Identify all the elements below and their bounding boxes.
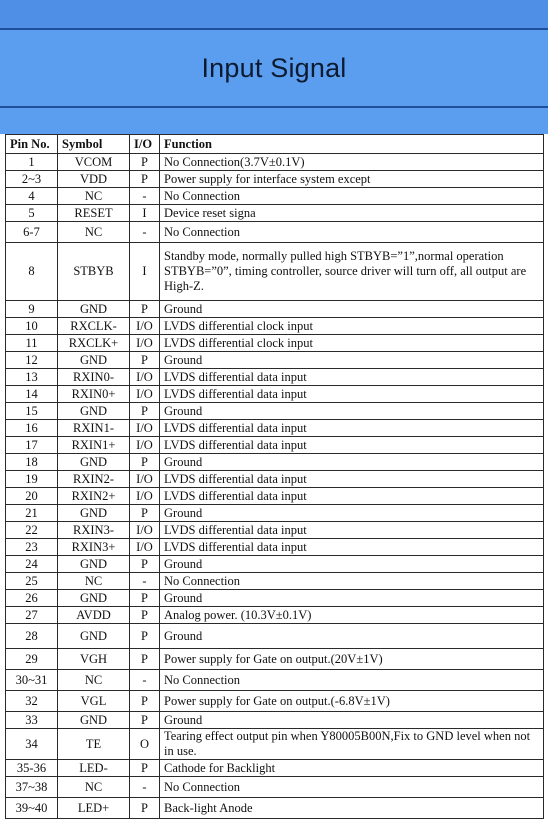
column-header-pin: Pin No. — [6, 135, 58, 154]
cell-io: P — [130, 352, 160, 369]
cell-io: - — [130, 188, 160, 205]
cell-function: Ground — [160, 712, 544, 729]
cell-function: No Connection — [160, 670, 544, 691]
cell-pin: 17 — [6, 437, 58, 454]
cell-pin: 10 — [6, 318, 58, 335]
table-row — [6, 624, 544, 649]
cell-pin: 5 — [6, 205, 58, 222]
cell-io: P — [130, 556, 160, 573]
cell-pin: 15 — [6, 403, 58, 420]
cell-function: Standby mode, normally pulled high STBYB=”1”,normal operation STBYB=”0”, timing controller, source driver will turn off, all output are High-Z. — [160, 243, 544, 301]
table-row — [6, 222, 544, 243]
cell-io: P — [130, 624, 160, 649]
table-row — [6, 386, 544, 403]
cell-symbol: GND — [58, 590, 130, 607]
table-row — [6, 712, 544, 729]
cell-symbol: NC — [58, 188, 130, 205]
table-header-row — [6, 135, 544, 154]
column-header-io: I/O — [130, 135, 160, 154]
cell-symbol: TE — [58, 729, 130, 760]
cell-pin: 21 — [6, 505, 58, 522]
cell-io: P — [130, 171, 160, 188]
table-row — [6, 335, 544, 352]
pin-table-container — [5, 134, 543, 819]
cell-pin: 39~40 — [6, 798, 58, 819]
cell-function: No Connection — [160, 573, 544, 590]
cell-function: Tearing effect output pin when Y80005B00N,Fix to GND level when not in use. — [160, 729, 544, 760]
table-row — [6, 205, 544, 222]
cell-symbol: GND — [58, 505, 130, 522]
cell-symbol: NC — [58, 777, 130, 798]
cell-symbol: GND — [58, 624, 130, 649]
cell-function: LVDS differential data input — [160, 471, 544, 488]
cell-function: LVDS differential data input — [160, 369, 544, 386]
cell-symbol: GND — [58, 352, 130, 369]
cell-function: Back-light Anode — [160, 798, 544, 819]
cell-symbol: VGH — [58, 649, 130, 670]
table-body — [6, 154, 544, 819]
cell-pin: 25 — [6, 573, 58, 590]
cell-symbol: LED- — [58, 760, 130, 777]
cell-io: I/O — [130, 471, 160, 488]
table-row — [6, 729, 544, 760]
cell-io: I — [130, 205, 160, 222]
cell-io: I/O — [130, 335, 160, 352]
cell-function: LVDS differential data input — [160, 488, 544, 505]
cell-pin: 9 — [6, 301, 58, 318]
cell-function: Ground — [160, 590, 544, 607]
cell-function: Ground — [160, 301, 544, 318]
cell-symbol: GND — [58, 301, 130, 318]
page-title: Input Signal — [201, 52, 347, 83]
table-row — [6, 318, 544, 335]
cell-io: I — [130, 243, 160, 301]
cell-symbol: RXIN0- — [58, 369, 130, 386]
table-row — [6, 798, 544, 819]
cell-function: Power supply for interface system except — [160, 171, 544, 188]
cell-function: Ground — [160, 505, 544, 522]
cell-pin: 2~3 — [6, 171, 58, 188]
cell-pin: 35-36 — [6, 760, 58, 777]
cell-function: LVDS differential data input — [160, 420, 544, 437]
cell-io: P — [130, 454, 160, 471]
cell-function: LVDS differential clock input — [160, 335, 544, 352]
cell-symbol: GND — [58, 556, 130, 573]
cell-pin: 29 — [6, 649, 58, 670]
table-row — [6, 188, 544, 205]
cell-io: O — [130, 729, 160, 760]
cell-io: P — [130, 505, 160, 522]
cell-io: - — [130, 573, 160, 590]
cell-symbol: GND — [58, 454, 130, 471]
cell-function: Ground — [160, 556, 544, 573]
column-header-function: Function — [160, 135, 544, 154]
cell-function: Cathode for Backlight — [160, 760, 544, 777]
cell-symbol: RXIN3- — [58, 522, 130, 539]
table-row — [6, 539, 544, 556]
table-row — [6, 649, 544, 670]
cell-symbol: VDD — [58, 171, 130, 188]
cell-pin: 11 — [6, 335, 58, 352]
table-row — [6, 590, 544, 607]
cell-symbol: RXIN0+ — [58, 386, 130, 403]
cell-io: P — [130, 691, 160, 712]
cell-pin: 16 — [6, 420, 58, 437]
cell-io: I/O — [130, 522, 160, 539]
table-row — [6, 777, 544, 798]
table-row — [6, 352, 544, 369]
cell-io: - — [130, 222, 160, 243]
cell-io: I/O — [130, 488, 160, 505]
cell-io: P — [130, 712, 160, 729]
table-row — [6, 171, 544, 188]
cell-pin: 20 — [6, 488, 58, 505]
table-row — [6, 420, 544, 437]
table-row — [6, 403, 544, 420]
table-row — [6, 573, 544, 590]
cell-symbol: AVDD — [58, 607, 130, 624]
cell-function: Ground — [160, 403, 544, 420]
cell-symbol: VCOM — [58, 154, 130, 171]
cell-symbol: LED+ — [58, 798, 130, 819]
cell-function: No Connection — [160, 222, 544, 243]
cell-io: P — [130, 607, 160, 624]
table-row — [6, 454, 544, 471]
cell-symbol: RXCLK+ — [58, 335, 130, 352]
cell-io: I/O — [130, 437, 160, 454]
cell-symbol: NC — [58, 573, 130, 590]
cell-pin: 19 — [6, 471, 58, 488]
cell-pin: 37~38 — [6, 777, 58, 798]
cell-pin: 4 — [6, 188, 58, 205]
cell-symbol: RESET — [58, 205, 130, 222]
cell-function: LVDS differential data input — [160, 522, 544, 539]
cell-pin: 33 — [6, 712, 58, 729]
cell-function: No Connection(3.7V±0.1V) — [160, 154, 544, 171]
cell-pin: 27 — [6, 607, 58, 624]
table-row — [6, 670, 544, 691]
cell-io: P — [130, 154, 160, 171]
cell-pin: 13 — [6, 369, 58, 386]
cell-symbol: STBYB — [58, 243, 130, 301]
cell-pin: 23 — [6, 539, 58, 556]
cell-function: No Connection — [160, 188, 544, 205]
cell-io: P — [130, 760, 160, 777]
cell-symbol: RXIN2+ — [58, 488, 130, 505]
table-row — [6, 437, 544, 454]
cell-function: Ground — [160, 454, 544, 471]
table-row — [6, 522, 544, 539]
cell-io: P — [130, 301, 160, 318]
cell-function: Analog power. (10.3V±0.1V) — [160, 607, 544, 624]
cell-pin: 26 — [6, 590, 58, 607]
cell-io: - — [130, 670, 160, 691]
column-header-symbol: Symbol — [58, 135, 130, 154]
cell-pin: 24 — [6, 556, 58, 573]
cell-function: LVDS differential data input — [160, 437, 544, 454]
table-row — [6, 607, 544, 624]
cell-pin: 14 — [6, 386, 58, 403]
cell-pin: 30~31 — [6, 670, 58, 691]
table-row — [6, 243, 544, 301]
cell-symbol: VGL — [58, 691, 130, 712]
cell-pin: 22 — [6, 522, 58, 539]
cell-io: I/O — [130, 420, 160, 437]
cell-pin: 32 — [6, 691, 58, 712]
table-row — [6, 301, 544, 318]
cell-function: Ground — [160, 352, 544, 369]
table-row — [6, 471, 544, 488]
cell-function: Power supply for Gate on output.(20V±1V) — [160, 649, 544, 670]
cell-io: P — [130, 403, 160, 420]
table-row — [6, 488, 544, 505]
cell-symbol: RXIN1+ — [58, 437, 130, 454]
table-row — [6, 691, 544, 712]
cell-function: LVDS differential data input — [160, 539, 544, 556]
cell-io: I/O — [130, 369, 160, 386]
cell-pin: 28 — [6, 624, 58, 649]
cell-io: I/O — [130, 386, 160, 403]
page-header — [0, 28, 548, 108]
cell-pin: 1 — [6, 154, 58, 171]
table-row — [6, 369, 544, 386]
cell-io: I/O — [130, 539, 160, 556]
cell-pin: 6-7 — [6, 222, 58, 243]
cell-function: Device reset signa — [160, 205, 544, 222]
cell-io: P — [130, 649, 160, 670]
cell-symbol: RXCLK- — [58, 318, 130, 335]
table-row — [6, 505, 544, 522]
cell-symbol: GND — [58, 712, 130, 729]
cell-symbol: RXIN2- — [58, 471, 130, 488]
cell-pin: 8 — [6, 243, 58, 301]
cell-io: P — [130, 590, 160, 607]
cell-io: - — [130, 777, 160, 798]
cell-symbol: RXIN1- — [58, 420, 130, 437]
cell-function: No Connection — [160, 777, 544, 798]
cell-function: Ground — [160, 624, 544, 649]
cell-symbol: NC — [58, 222, 130, 243]
cell-symbol: RXIN3+ — [58, 539, 130, 556]
cell-pin: 18 — [6, 454, 58, 471]
table-row — [6, 760, 544, 777]
pin-table — [5, 134, 544, 819]
table-row — [6, 556, 544, 573]
header-top-band — [0, 0, 548, 28]
cell-io: P — [130, 798, 160, 819]
cell-symbol: GND — [58, 403, 130, 420]
cell-io: I/O — [130, 318, 160, 335]
cell-pin: 12 — [6, 352, 58, 369]
cell-symbol: NC — [58, 670, 130, 691]
header-bottom-band — [0, 108, 548, 134]
cell-pin: 34 — [6, 729, 58, 760]
cell-function: LVDS differential clock input — [160, 318, 544, 335]
cell-function: LVDS differential data input — [160, 386, 544, 403]
table-row — [6, 154, 544, 171]
cell-function: Power supply for Gate on output.(-6.8V±1V) — [160, 691, 544, 712]
